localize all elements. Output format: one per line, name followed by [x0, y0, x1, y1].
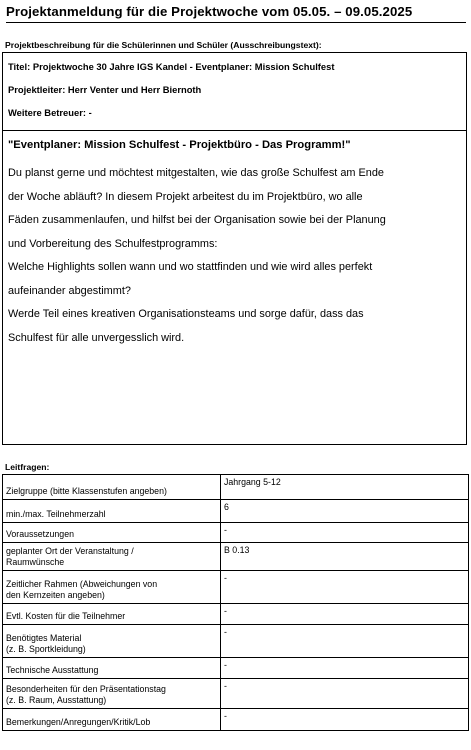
question-text: Zielgruppe (bitte Klassenstufen angeben)	[6, 486, 167, 496]
description-line: Du planst gerne und möchtest mitgestalten, wie das große Schulfest am Ende	[8, 167, 384, 179]
question-text: Raumwünsche	[6, 557, 65, 567]
question-text: geplanter Ort der Veranstaltung /	[6, 546, 134, 556]
question-text: Benötigtes Material	[6, 633, 82, 643]
answer-cell: -	[221, 709, 469, 731]
question-cell	[3, 604, 221, 625]
question-text: min./max. Teilnehmerzahl	[6, 509, 106, 519]
answer-cell: -	[221, 604, 469, 625]
description-line: Welche Highlights sollen wann und wo stattfinden und wie wird alles perfekt	[8, 261, 373, 273]
question-cell	[3, 709, 221, 731]
table-row	[3, 625, 469, 658]
document-title: Projektanmeldung für die Projektwoche vom 05.05. – 09.05.2025	[6, 4, 466, 23]
description-paragraph	[8, 162, 466, 350]
table-row	[3, 523, 469, 543]
question-cell	[3, 475, 221, 500]
description-section-label: Projektbeschreibung für die Schülerinnen und Schüler (Ausschreibungstext):	[5, 40, 322, 50]
question-text: (z. B. Sportkleidung)	[6, 644, 86, 654]
answer-cell: B 0.13	[221, 543, 469, 571]
project-info-box	[2, 52, 467, 131]
question-cell	[3, 571, 221, 604]
description-line: aufeinander abgestimmt?	[8, 284, 131, 297]
project-title-line: Titel: Projektwoche 30 Jahre IGS Kandel - Eventplaner: Mission Schulfest	[8, 61, 335, 72]
answer-cell: 6	[221, 500, 469, 523]
answer-cell: -	[221, 679, 469, 709]
answer-cell: -	[221, 523, 469, 543]
question-text: Zeitlicher Rahmen (Abweichungen von	[6, 579, 158, 589]
table-row	[3, 604, 469, 625]
question-cell	[3, 523, 221, 543]
question-cell	[3, 500, 221, 523]
description-line: Schulfest für alle unvergesslich wird.	[8, 331, 185, 344]
answer-cell: -	[221, 658, 469, 679]
table-row	[3, 543, 469, 571]
question-cell	[3, 679, 221, 709]
project-leader-line: Projektleiter: Herr Venter und Herr Biernoth	[8, 84, 202, 95]
description-line: und Vorbereitung des Schulfestprogramms:	[8, 237, 218, 250]
supervisors-line: Weitere Betreuer: -	[8, 107, 92, 118]
question-cell	[3, 658, 221, 679]
description-line: Werde Teil eines kreativen Organisationsteams und sorge dafür, dass das	[8, 308, 364, 320]
question-text: Besonderheiten für den Präsentationstag	[6, 684, 166, 694]
table-row	[3, 475, 469, 500]
table-row	[3, 500, 469, 523]
guiding-questions-label: Leitfragen:	[5, 462, 50, 472]
question-text: Voraussetzungen	[6, 529, 74, 539]
question-text: Evtl. Kosten für die Teilnehmer	[6, 611, 126, 621]
question-text: Bemerkungen/Anregungen/Kritik/Lob	[6, 717, 151, 727]
question-text: (z. B. Raum, Ausstattung)	[6, 695, 107, 705]
answer-cell: Jahrgang 5-12	[221, 475, 469, 500]
description-line: Fäden zusammenlaufen, und hilfst bei der Organisation sowie bei der Planung	[8, 214, 386, 226]
guiding-questions-table	[2, 474, 469, 731]
description-line: der Woche abläuft? In diesem Projekt arbeitest du im Projektbüro, wo alle	[8, 190, 363, 203]
question-cell	[3, 625, 221, 658]
project-description-box	[2, 130, 467, 445]
table-row	[3, 679, 469, 709]
table-row	[3, 571, 469, 604]
table-row	[3, 658, 469, 679]
answer-cell: -	[221, 625, 469, 658]
question-text: Technische Ausstattung	[6, 665, 99, 675]
question-cell	[3, 543, 221, 571]
description-headline: "Eventplaner: Mission Schulfest - Projektbüro - Das Programm!"	[8, 139, 351, 151]
answer-cell: -	[221, 571, 469, 604]
question-text: den Kernzeiten angeben)	[6, 590, 105, 600]
table-row	[3, 709, 469, 731]
